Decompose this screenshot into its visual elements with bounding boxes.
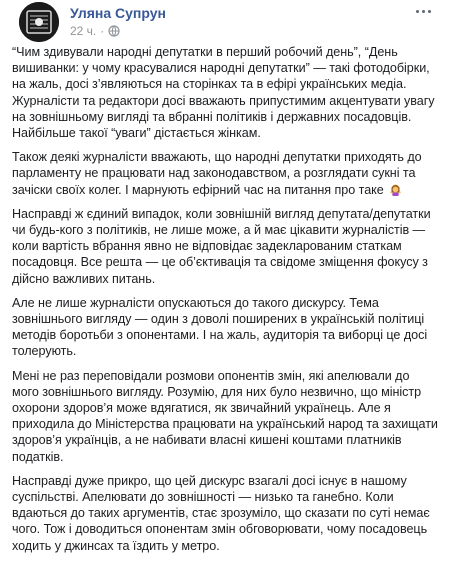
author-name[interactable]: Уляна Супрун bbox=[70, 5, 166, 21]
post-paragraph: Також деякі журналісти вважають, що народні депутатки приходять до парламенту не працювати над законодавством, а розглядати сукні та зачіски своїх колег. І марнують ефірний час на питання про таке bbox=[12, 150, 422, 197]
globe-icon[interactable] bbox=[108, 25, 120, 37]
avatar-image bbox=[19, 2, 59, 42]
post-paragraph: Насправді ж єдиний випадок, коли зовнішній вигляд депутата/депутатки чи будь-кого з політиків, не лише може, а й має цікавити журналістів — коли вартість вбрання явно не відповідає задекларованим статкам посадовця. Все решта — це об’єктивація та свідоме зміщення фокусу з дійсно важливих питань. bbox=[12, 206, 431, 286]
post-paragraph: Насправді дуже прикро, що цей дискурс взагалі досі існує в нашому суспільстві. Апелювати до зовнішності — низько та ганебно. Коли вдаються до таких аргументів, стає зрозуміло, що сказати по суті немає чого. Тож і доводиться опонентам змін обговорювати, чому посадовець ходить у джинсах та їздить у метро. bbox=[12, 473, 430, 553]
post-timestamp[interactable]: 22 ч. bbox=[70, 24, 97, 38]
post-meta: 22 ч. · bbox=[70, 24, 120, 38]
post-paragraph: Але не лише журналісти опускаються до такого дискурсу. Тема зовнішнього вигляду — один з доволі поширених в українській політиці методів боротьби з опонентами. І на жаль, аудиторія та виборці це досі толерують. bbox=[12, 295, 428, 359]
post-paragraph: “Чим здивували народні депутатки в перший робочий день”, “День вишиванки: у чому красувалися народні депутатки” — такі фотодобірки, на жаль, досі з’являються на сторінках та в ефірі українських медіа. Журналісти та редактори досі вважають припустимим акцентувати увагу на зовнішньому вигляді та вбранні політиків і державних посадовців. Найбільше такої “уваги” дістається жінкам. bbox=[12, 45, 435, 141]
more-options-icon[interactable] bbox=[410, 2, 436, 20]
post-paragraph: Мені не раз переповідали розмови опонентів змін, які апелювали до мого зовнішнього вигляду. Розумію, для них було незвично, що міністр охорони здоров’я може вдягатися, як звичайний українець. Але я приходила до Міністерства працювати на український народ та захищати здоров’я українців, а не набивати власні кишені коштами платників податків. bbox=[12, 368, 438, 464]
post-header bbox=[10, 0, 440, 44]
post-body bbox=[10, 44, 440, 554]
woman-shrugging-emoji-icon bbox=[389, 183, 402, 196]
avatar[interactable] bbox=[19, 2, 59, 42]
